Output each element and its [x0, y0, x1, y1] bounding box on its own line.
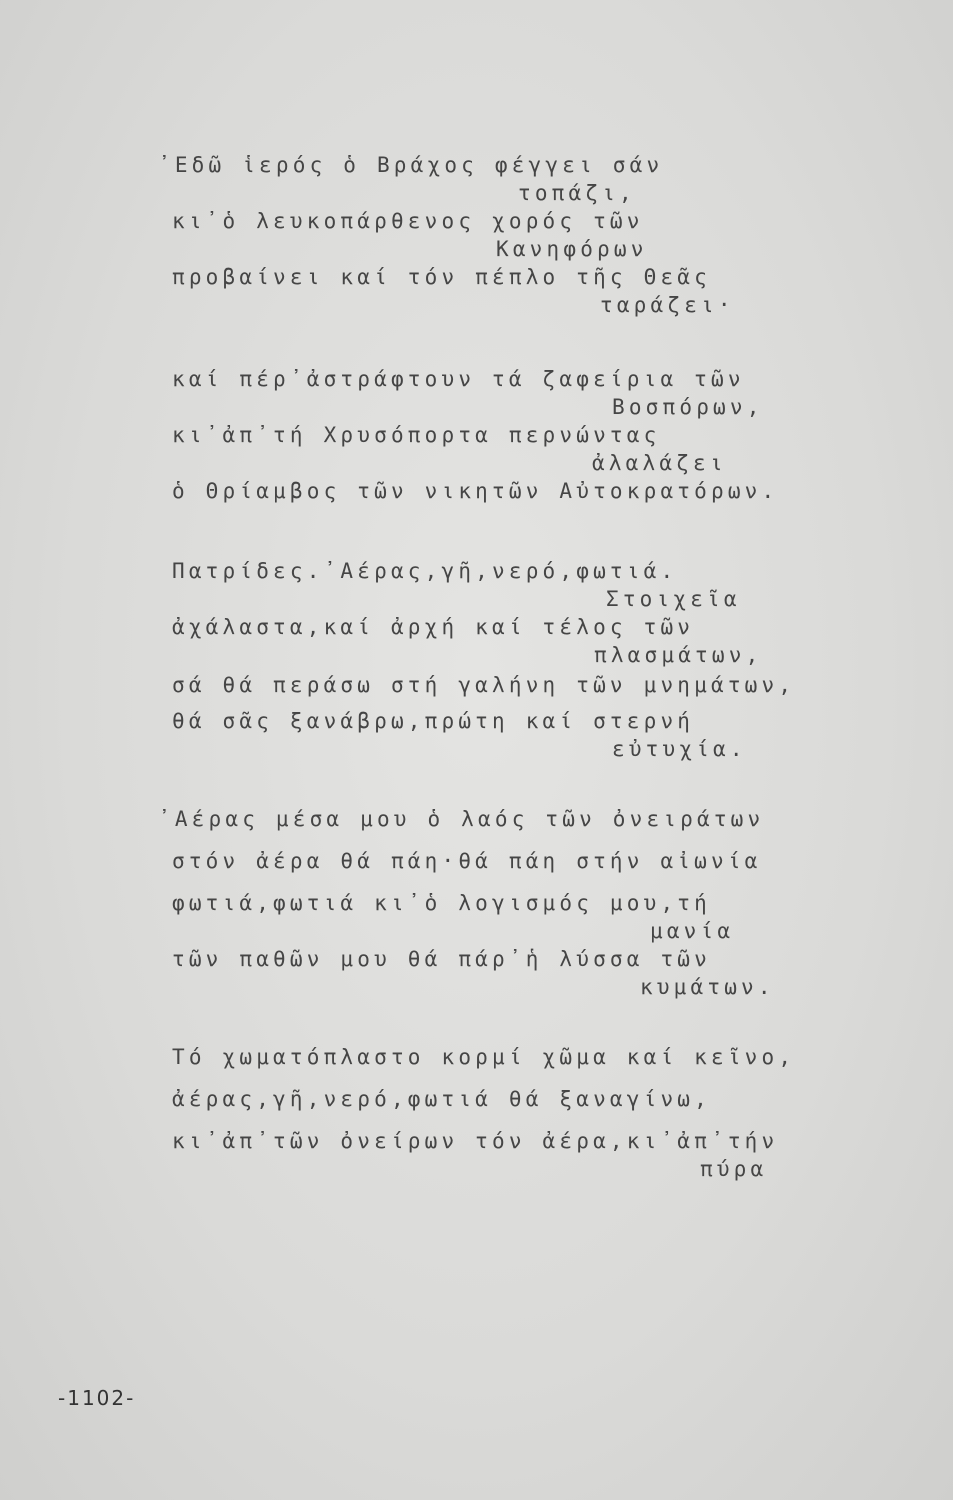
poem-line: Τό χωματόπλαστο κορμί χῶμα καί κεῖνο,	[172, 1045, 796, 1069]
poem-line: τῶν παθῶν μου θά πάρ᾽ἡ λύσσα τῶν	[172, 947, 711, 971]
poem-line: τοπάζι,	[518, 181, 636, 205]
poem-line: ἀχάλαστα,καί ἀρχή καί τέλος τῶν	[172, 615, 695, 639]
poem-line: μανία	[650, 919, 735, 943]
poem-line: Στοιχεῖα	[606, 587, 741, 611]
poem-line: πλασμάτων,	[594, 643, 763, 667]
poem-line: κι᾽ἀπ᾽τῶν ὀνείρων τόν ἀέρα,κι᾽ἀπ᾽τήν	[172, 1129, 779, 1153]
poem-line: κυμάτων.	[640, 975, 775, 999]
poem-line: σά θά περάσω στή γαλήνη τῶν μνημάτων,	[172, 673, 796, 697]
page-number: -1102-	[58, 1386, 136, 1410]
poem-line: καί πέρ᾽ἀστράφτουν τά ζαφείρια τῶν	[172, 367, 745, 391]
poem-line: ἀέρας,γῆ,νερό,φωτιά θά ξαναγίνω,	[172, 1087, 711, 1111]
poem-line: κι᾽ἀπ᾽τή Χρυσόπορτα περνώντας	[172, 423, 661, 447]
poem-line: Πατρίδες.᾽Αέρας,γῆ,νερό,φωτιά.	[172, 559, 678, 583]
poem-line: ᾽Εδῶ ἱερός ὁ Βράχος φέγγει σάν	[158, 153, 664, 177]
poem-line: ὁ Θρίαμβος τῶν νικητῶν Αὐτοκρατόρων.	[172, 479, 779, 503]
poem-line: θά σᾶς ξανάβρω,πρώτη καί στερνή	[172, 709, 695, 733]
poem-line: πύρα	[700, 1157, 768, 1181]
poem-line: κι᾽ὁ λευκοπάρθενος χορός τῶν	[172, 209, 644, 233]
poem-line: ταράζει·	[600, 293, 735, 317]
poem-line: εὐτυχία.	[612, 737, 747, 761]
poem-line: φωτιά,φωτιά κι᾽ὁ λογισμός μου,τή	[172, 891, 711, 915]
poem-line: προβαίνει καί τόν πέπλο τῆς Θεᾶς	[172, 265, 711, 289]
poem-line: Βοσπόρων,	[612, 395, 764, 419]
poem-line: Κανηφόρων	[496, 237, 648, 261]
poem-line: στόν ἀέρα θά πάη·θά πάη στήν αἰωνία	[172, 849, 762, 873]
poem-line: ᾽Αέρας μέσα μου ὁ λαός τῶν ὀνειράτων	[158, 807, 765, 831]
poem-line: ἀλαλάζει	[592, 451, 727, 475]
